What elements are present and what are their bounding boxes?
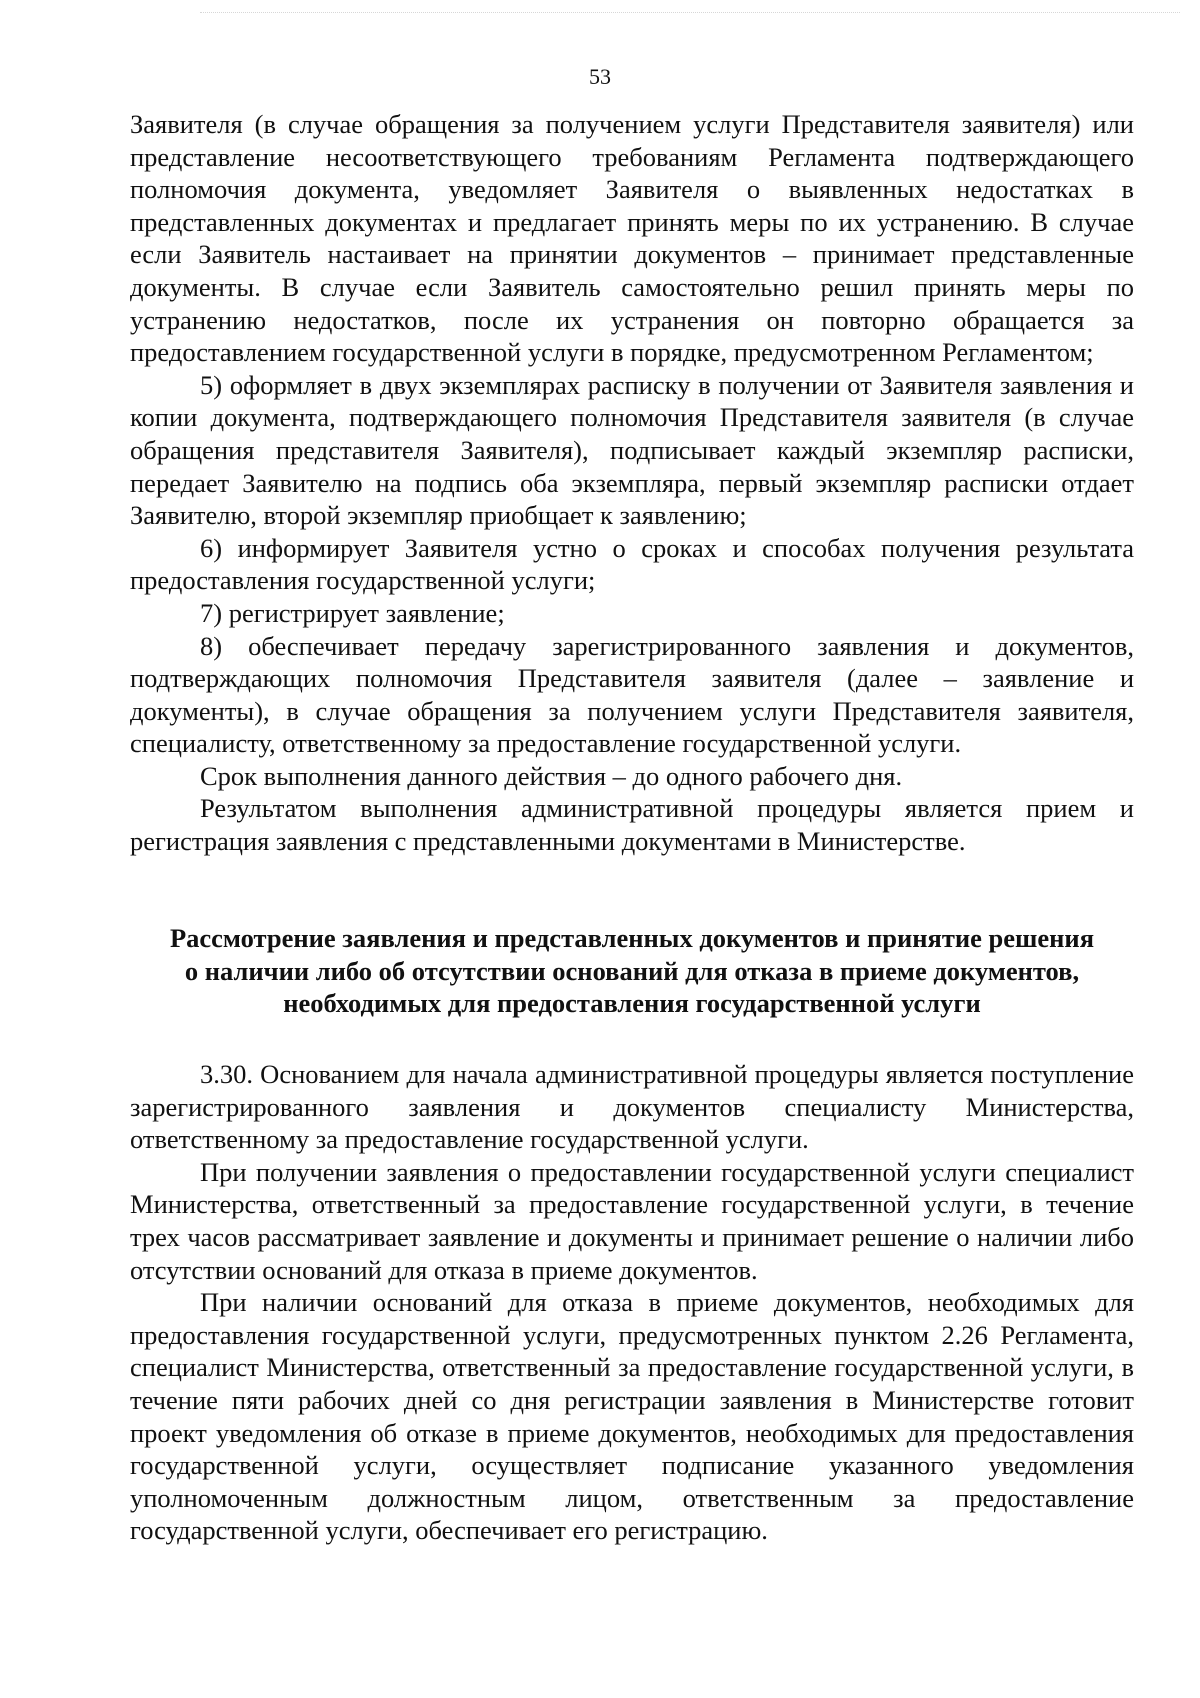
list-item-5: 5) оформляет в двух экземплярах расписку в получении от Заявителя заявления и копии документа, подтверждающего полномочия Представителя заявителя (в случае обращения представителя Заявителя), подписывает каждый экземпляр расписки, передает Заявителю на подпись оба экземпляра, первый экземпляр расписки отдает Заявителю, второй экземпляр приобщает к заявлению; <box>130 369 1134 531</box>
scan-artifact-line <box>200 12 1180 13</box>
section-bottom-text <box>130 1058 1134 1547</box>
paragraph-continuation: Заявителя (в случае обращения за получением услуги Представителя заявителя) или представление несоответствующего требованиям Регламента подтверждающего полномочия документа, уведомляет Заявителя о выявленных недостатках в представленных документах и предлагает принять меры по их устранению. В случае если Заявитель настаивает на принятии документов – принимает представленные документы. В случае если Заявитель самостоятельно решил принять меры по устранению недостатков, после их устранения он повторно обращается за предоставлением государственной услуги в порядке, предусмотренном Регламентом; <box>130 109 1134 368</box>
heading-line-2: о наличии либо об отсутствии оснований для отказа в приеме документов, <box>184 955 1080 986</box>
list-item-6: 6) информирует Заявителя устно о сроках и способах получения результата предоставления государственной услуги; <box>130 532 1134 596</box>
heading-line-3: необходимых для предоставления государственной услуги <box>283 988 981 1019</box>
section-top-text <box>130 108 1134 858</box>
heading-line-1: Рассмотрение заявления и представленных документов и принятие решения <box>169 923 1095 953</box>
paragraph-result: Результатом выполнения административной процедуры является прием и регистрация заявления с представленными документами в Министерстве. <box>130 793 1134 857</box>
section-heading <box>130 922 1134 1020</box>
paragraph-deadline: Срок выполнения данного действия – до одного рабочего дня. <box>200 760 903 791</box>
page-number: 53 <box>589 64 611 89</box>
list-item-8: 8) обеспечивает передачу зарегистрированного заявления и документов, подтверждающих полномочия Представителя заявителя (далее – заявление и документы), в случае обращения за получением услуги Представителя заявителя, специалисту, ответственному за предоставление государственной услуги. <box>130 630 1134 759</box>
paragraph-refusal-grounds: При наличии оснований для отказа в приеме документов, необходимых для предоставления государственной услуги, предусмотренных пунктом 2.26 Регламента, специалист Министерства, ответственный за предоставление государственной услуги, в течение пяти рабочих дней со дня регистрации заявления в Министерстве готовит проект уведомления об отказе в приеме документов, необходимых для предоставления государственной услуги, осуществляет подписание указанного уведомления уполномоченным должностным лицом, ответственным за предоставление государственной услуги, обеспечивает его регистрацию. <box>130 1287 1134 1546</box>
list-item-7: 7) регистрирует заявление; <box>200 597 505 628</box>
paragraph-review: При получении заявления о предоставлении государственной услуги специалист Министерства, ответственный за предоставление государственной услуги, в течение трех часов рассматривает заявление и документы и принимает решение о наличии либо отсутствии оснований для отказа в приеме документов. <box>130 1156 1134 1285</box>
paragraph-3-30: 3.30. Основанием для начала административной процедуры является поступление зарегистрированного заявления и документов специалисту Министерства, ответственному за предоставление государственной услуги. <box>130 1059 1134 1155</box>
